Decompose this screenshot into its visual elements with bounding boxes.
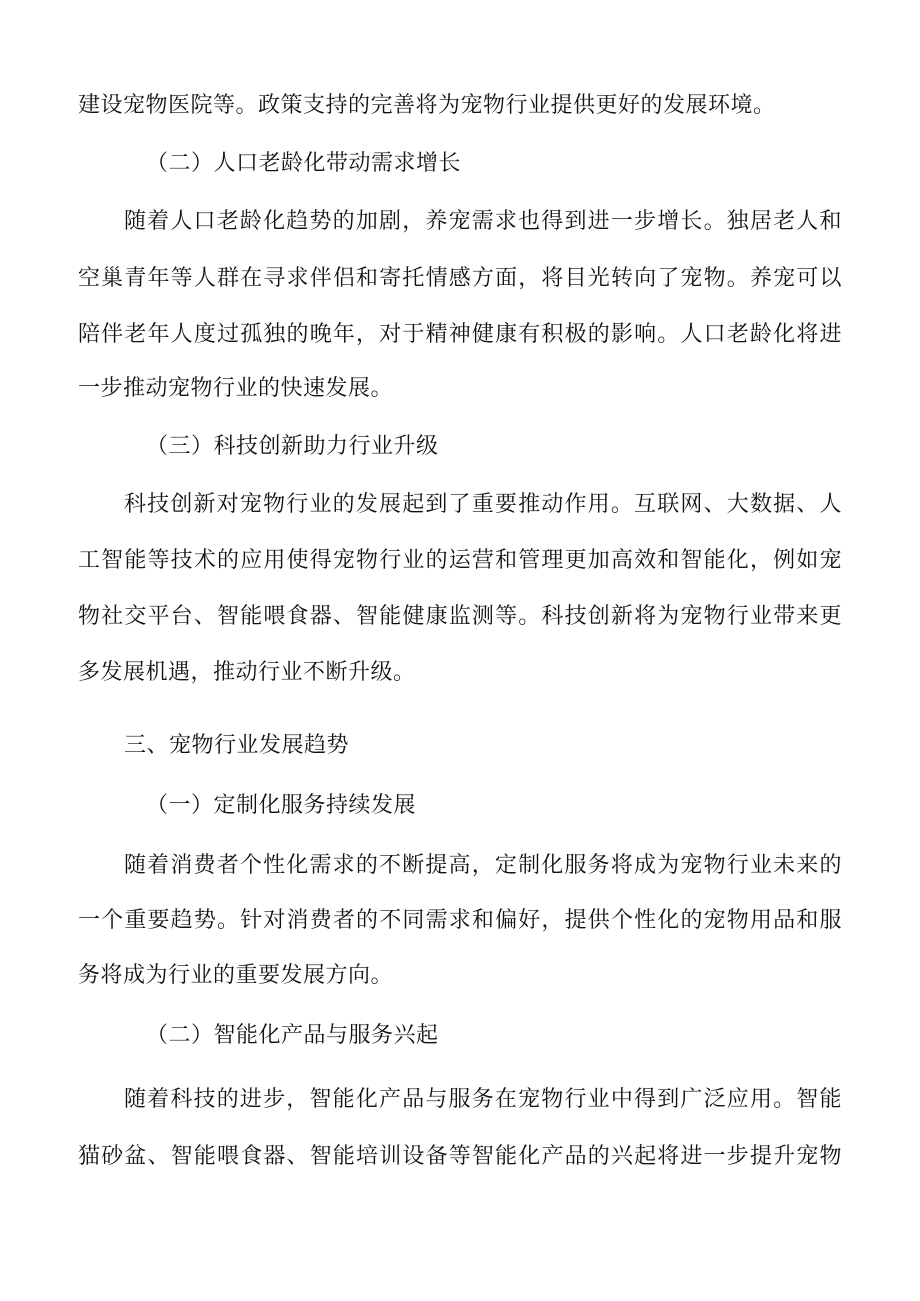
paragraph-line: 物社交平台、智能喂食器、智能健康监测等。科技创新将为宠物行业带来更: [78, 604, 842, 629]
paragraph-line: 随着科技的进步，智能化产品与服务在宠物行业中得到广泛应用。智能: [124, 1087, 842, 1112]
paragraph-line: 建设宠物医院等。政策支持的完善将为宠物行业提供更好的发展环境。: [78, 93, 776, 118]
subheading-smart-products: （二）智能化产品与服务兴起: [146, 1023, 439, 1048]
paragraph-line: 陪伴老年人度过孤独的晚年，对于精神健康有积极的影响。人口老龄化将进: [78, 322, 842, 347]
paragraph-line: 空巢青年等人群在寻求伴侣和寄托情感方面，将目光转向了宠物。养宠可以: [78, 266, 842, 291]
paragraph-line: 科技创新对宠物行业的发展起到了重要推动作用。互联网、大数据、人: [124, 492, 842, 517]
subheading-customization: （一）定制化服务持续发展: [146, 793, 417, 818]
paragraph-line: 一个重要趋势。针对消费者的不同需求和偏好，提供个性化的宠物用品和服: [78, 908, 842, 933]
paragraph-line: 随着人口老龄化趋势的加剧，养宠需求也得到进一步增长。独居老人和: [124, 209, 842, 234]
paragraph-line: 工智能等技术的应用使得宠物行业的运营和管理更加高效和智能化，例如宠: [78, 548, 842, 573]
subheading-tech-innovation: （三）科技创新助力行业升级: [146, 434, 439, 459]
paragraph-line: 猫砂盆、智能喂食器、智能培训设备等智能化产品的兴起将进一步提升宠物: [78, 1144, 842, 1169]
subheading-population-aging: （二）人口老龄化带动需求增长: [146, 151, 462, 176]
paragraph-line: 一步推动宠物行业的快速发展。: [78, 376, 394, 401]
paragraph-line: 务将成为行业的重要发展方向。: [78, 963, 394, 988]
section-heading-trends: 三、宠物行业发展趋势: [124, 733, 350, 758]
paragraph-line: 随着消费者个性化需求的不断提高，定制化服务将成为宠物行业未来的: [124, 853, 842, 878]
paragraph-line: 多发展机遇，推动行业不断升级。: [78, 660, 416, 685]
